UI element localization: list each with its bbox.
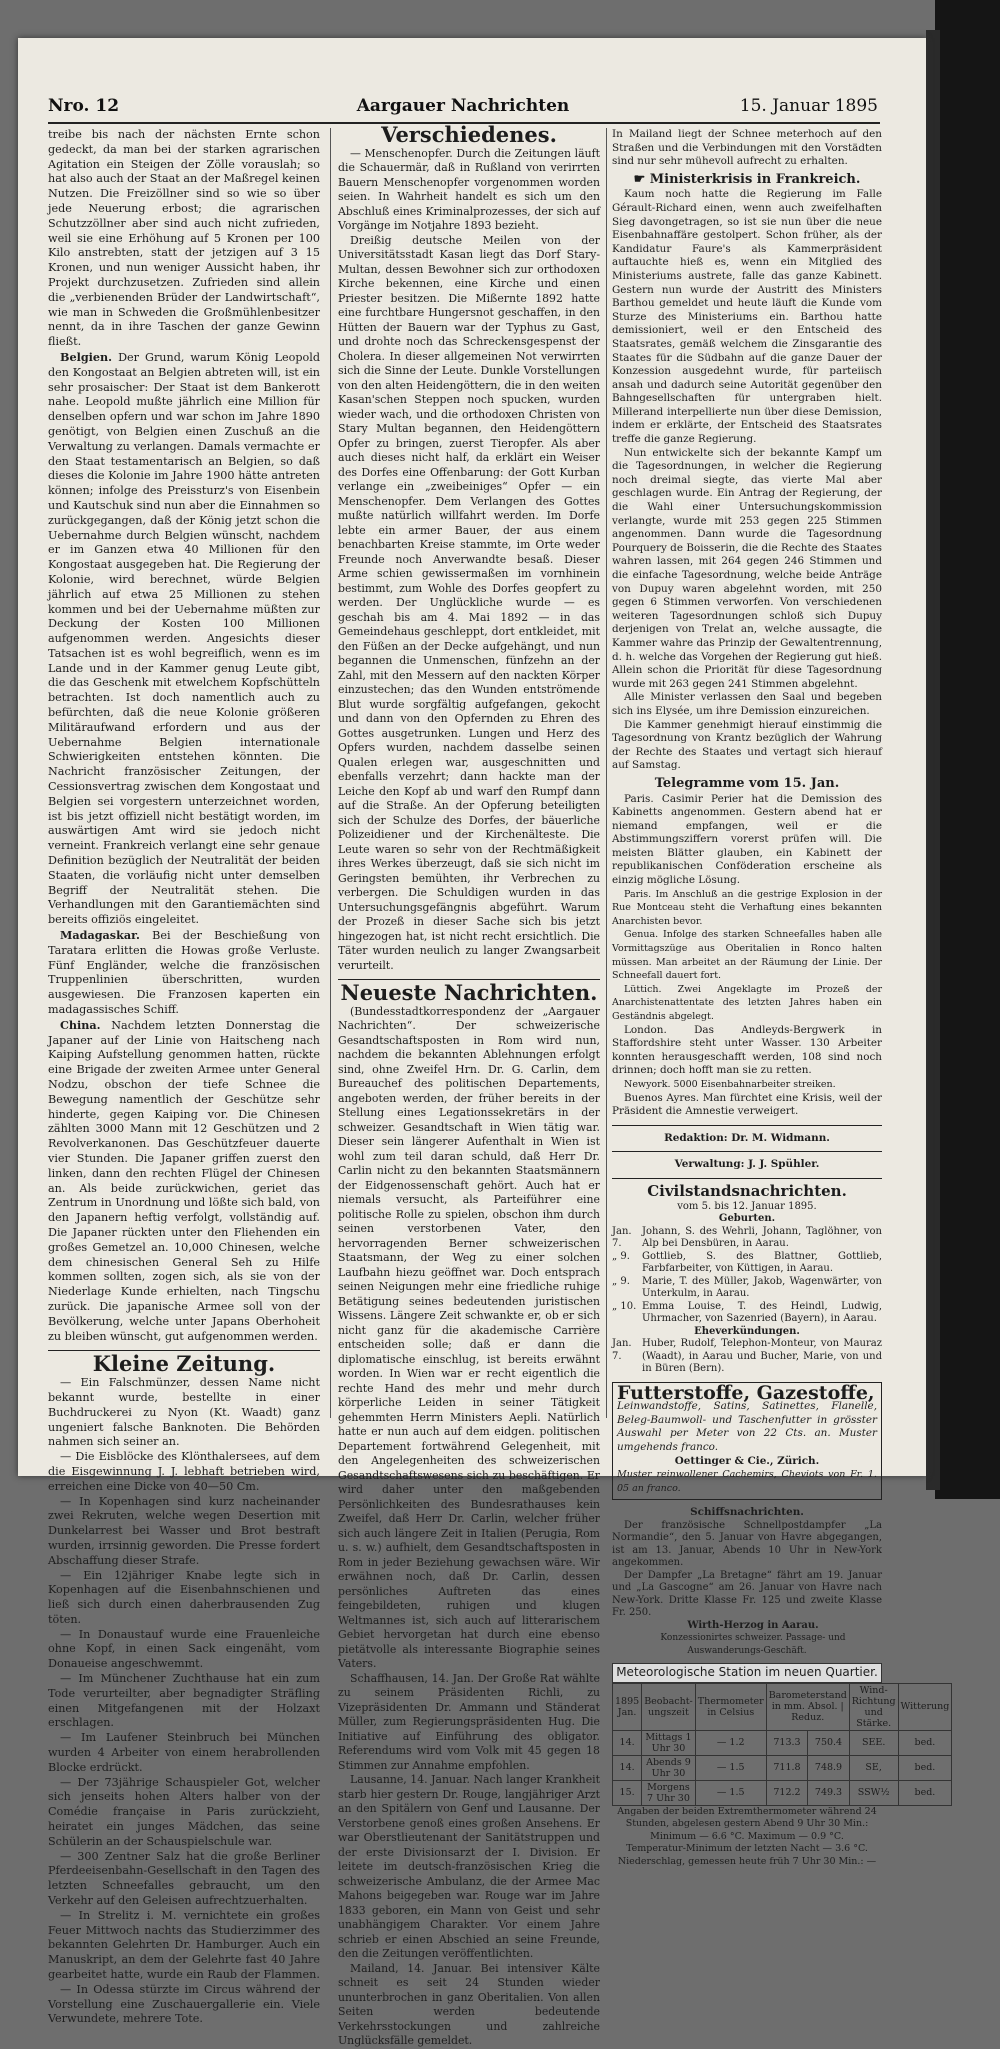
meteo-table <box>612 1683 952 1806</box>
meteo-note: Temperatur-Minimum der letzten Nacht — 3.6 °C. <box>626 1843 868 1855</box>
book-edge <box>935 0 1000 1499</box>
meteo-note: Minimum — 6.6 °C. Maximum — 0.9 °C. <box>650 1830 844 1842</box>
list-item <box>612 1226 882 1251</box>
list-item <box>612 1251 882 1276</box>
article-text: — Menschenopfer. Durch die Zeitungen läuft die Schauermär, daß in Rußland von verirrten Bauern Menschenopfer vorgenommen worden seien. In Wahrheit handelt es sich um den Abschluß eines Kriminalprozesses, der sich auf Vorgänge im Notjahre 1893 bezieht. <box>338 146 600 232</box>
advertisement <box>612 1382 882 1501</box>
divider <box>612 1151 882 1152</box>
article-text: Nun entwickelte sich der bekannte Kampf um die Tagesordnungen, in welcher die Regierung noch dreimal siegte, das vierte Mal aber geschlagen wurde. Ein Antrag der Regierung, der die Wahl einer Untersuchungskommission verlangte, wurde mit 253 gegen 225 Stimmen angenommen. Dann wurde die Tagesordnung Pourquery de Boisserin, die die Rechte des Staates wahren lassen, mit 264 gegen 246 Stimmen und die einfache Tagesordnung, welche beide Anträge von Dupuy waren abgelehnt worden, mit 250 gegen 6 Stimmen verworfen. Von verschiedenen weiteren Tagesordnungen schloß sich Dupuy derjenigen von Trelat an, welche aussagte, die Kammer wahre das Prinzip der Gewaltentrennung, d. h. welche das Vorgehen der Regierung gut hieß. Allein schon die Priorität für diese Tagesordnung wurde mit 263 gegen 241 Stimmen abgelehnt. <box>612 446 882 690</box>
section-title-kleine-zeitung: Kleine Zeitung. <box>92 1351 276 1377</box>
article-text: Kaum noch hatte die Regierung im Falle Gérault-Richard einen, wenn auch zweifelhaften Sieg davongetragen, so ist sie nun über die neue Eisenbahnaffäre gestolpert. Schon früher, als der Kandidatur Faure's als Kammerpräsident auftauchte hieß es, wenn ein Mitglied des Ministeriums austrete, falle das ganze Kabinett. Gestern nun wurde der Austritt des Ministers Barthou gemeldet und heute läuft die Kunde vom Sturze des Ministeriums ein. Barthou hatte demissioniert, weil er den Entscheid des Staatsrates, gemäß welchem die Zinsgarantie des Staates für die Südbahn auf die ganze Dauer der Konzession ausgedehnt wurde, für parteiisch ansah und dadurch seine Autorität gegenüber den Bahngesellschaften für untergraben hielt. Millerand interpellierte nun über diese Demission, indem er erklärte, der Entscheid des Staatsrates treffe die ganze Regierung. <box>612 188 882 446</box>
article-text: Lausanne, 14. Januar. Nach langer Krankheit starb hier gestern Dr. Rouge, langjähriger Arzt an den Spitälern von Genf und Lausanne. Der Verstorbene genoß eines großen Ansehens. Er war Oberstlieutenant der Sanitätstruppen und der erste Divisionsarzt der I. Division. Er leitete im deutsch-französischen Krieg die schweizerische Ambulanz, die der Armee Mac Mahons beigegeben war. Rouge war im Jahre 1833 geboren, ein Mann von Geist und sehr unabhängigem Charakter. Vor einem Jahre schrieb er einen Abschied an seine Freunde, den die Zeitungen veröffentlichten. <box>338 1773 600 1960</box>
article-text: Schaffhausen, 14. Jan. Der Große Rat wählte zu seinem Präsidenten Richli, zu Vizepräsidenten Dr. Ammann und Ständerat Müller, zum Regierungspräsidenten Hug. Die Initiative auf Einführung des obligator. Referendums wird vom Volk mit 45 gegen 18 Stimmen zur Annahme empfohlen. <box>338 1671 600 1772</box>
table-cell: 14. <box>613 1730 642 1755</box>
table-cell: — 1.2 <box>695 1730 766 1755</box>
entry-text: Emma Louise, T. des Heindl, Ludwig, Uhrmacher, von Sazenried (Bayern), in Aarau. <box>642 1300 882 1325</box>
section-title-verschiedenes: Verschiedenes. <box>381 122 557 147</box>
news-item: — Der 73jährige Schauspieler Got, welcher sich jenseits hohen Alters halber von der Comédie française in Paris zurückzieht, heiratet ein junges Mädchen, das seine Schülerin an der Schauspielschule war. <box>48 1775 320 1848</box>
issue-date: 15. Januar 1895 <box>739 96 878 116</box>
section-title-ministerkrisis <box>612 173 882 187</box>
telegram: Paris. Im Anschluß an die gestrige Explosion in der Rue Montceau steht die Verhaftung eines bekannten Anarchisten bevor. <box>612 888 882 927</box>
article-text: Bei der Beschießung von Taratara erlitten die Howas große Verluste. Fünf Engländer, welche die französischen Truppenlinien überschritten, wurden ausgewiesen. Die Franzosen kaperten ein madagassisches Schiff. <box>48 929 320 1017</box>
table-header: Wind-Richtung und Stärke. <box>849 1683 898 1730</box>
article-china <box>48 1018 320 1345</box>
table-cell: 711.8 <box>766 1755 808 1780</box>
news-item: — In Kopenhagen sind kurz nacheinander zwei Rekruten, welche wegen Desertion mit Dunkelarrest bei Wasser und Brot bestraft wurden, irrsinnig geworden. Die Presse fordert Abschaffung dieser Strafe. <box>48 1494 320 1567</box>
meteo-note: Angaben der beiden Extremthermometer während 24 Stunden, abgelesen gestern Abend 9 Uhr 30 Min.: <box>617 1805 877 1830</box>
news-item: — In Strelitz i. M. vernichtete ein großes Feuer Mittwoch nachts das Studierzimmer des bekannten Gelehrten Dr. Hamburger. Auch ein Manuskript, an dem der Gelehrte fast 40 Jahre gearbeitet hatte, wurde ein Raub der Flammen. <box>48 1908 320 1982</box>
table-cell: 713.3 <box>766 1730 808 1755</box>
table-cell: — 1.5 <box>695 1755 766 1780</box>
meteo-notes <box>612 1806 882 1869</box>
table-cell: 749.3 <box>808 1780 850 1805</box>
masthead <box>48 96 878 122</box>
editor-credit: Redaktion: Dr. M. Widmann. <box>664 1131 830 1144</box>
telegram: Genua. Infolge des starken Schneefalles haben alle Vormittagszüge aus Oberitalien in Ronco halten müssen. Man arbeitet an der Räumung der Linie. Der Schneefall dauert fort. <box>612 929 882 982</box>
table-cell: Mittags 1 Uhr 30 <box>642 1730 696 1755</box>
meteo-note: Niederschlag, gemessen heute früh 7 Uhr 30 Min.: — <box>617 1855 877 1867</box>
heading-text: Ministerkrisis in Frankreich. <box>649 171 861 187</box>
news-item: — Ein Falschmünzer, dessen Name nicht bekannt wurde, bestellte in einer Buchdruckerei zu Nyon (Kt. Waadt) ganz ungeniert falsche Banknoten. Die Behörden nahmen sich seiner an. <box>48 1376 320 1449</box>
article-text: (Bundesstadtkorrespondenz der „Aargauer Nachrichten“. Der schweizerische Gesandtschaftsposten in Rom wird nun, nachdem die bekannten Ablehnungen erfolgt sind, ohne Zweifel Hrn. Dr. G. Carlin, dem Bureauchef des politischen Departements, angeboten werden, der früher bereits in der Stellung eines Legationssekretärs in der schweizer. Gesandtschaft in Wien tätig war. Dieser sein längerer Aufenthalt in Wien ist wohl zum teil daran schuld, daß Herr Dr. Carlin nicht zu den bekannten Staatsmännern der Eidgenossenschaft gehört. Auch hat er niemals versucht, als Parteiführer eine politische Rolle zu spielen, obschon ihm durch seinen verstorbenen Vater, den hervorragenden Berner schweizerischen Staatsmann, der Weg zu einer solchen Laufbahn hiezu geöffnet war. Doch entsprach seinen Neigungen mehr eine friedliche ruhige Betätigung seines bedeutenden juristischen Wissens. Längere Zeit schwankte er, ob er sich nicht ganz für die akademische Carrière entscheiden solle; daß er dann die diplomatische einschlug, ist bereits erwähnt worden. In Wien war er recht eigentlich die rechte Hand des mehr und mehr durch körperliche Leiden in seiner Tätigkeit gehemmten Herrn Ministers Aepli. Natürlich hatte er nun auch auf dem eidgen. politischen Departement fortwährend Gelegenheit, mit den Angelegenheiten des schweizerischen Gesandtschaftswesens sich zu beschäftigen. Er wird daher unter den maßgebenden Persönlichkeiten des Bundesrathauses kein Zweifel, daß Herr Dr. Carlin, welcher früher sich auch längere Zeit in Italien (Perugia, Rom u. s. w.) aufhielt, dem Gesandtschaftsposten in Rom in jeder Beziehung gewachsen wäre. Wir erwähnen noch, daß Dr. Carlin, dessen persönliches Auftreten das eines feingebildeten, ruhigen und klugen Weltmannes ist, sich auch auf litterarischem Gebiet hervorgetan hat durch eine ebenso pietätvolle als interessante Biographie seines Vaters. <box>338 1004 600 1670</box>
article-madagaskar <box>48 928 320 1018</box>
section-heading: Madagaskar. <box>60 928 140 943</box>
table-cell: SE, <box>849 1755 898 1780</box>
table-header-row <box>613 1683 952 1730</box>
news-item: — Ein 12jähriger Knabe legte sich in Kopenhagen auf die Eisenbahnschienen und ließ sich durch einen daherbrausenden Zug töten. <box>48 1568 320 1626</box>
shipping-item: Der Dampfer „La Bretagne“ fährt am 19. Januar und „La Gascogne“ am 26. Januar von Havre nach New-York. Dritte Klasse Fr. 125 und zweite Klasse Fr. 250. <box>612 1569 882 1619</box>
section-heading: China. <box>60 1017 101 1032</box>
column-3 <box>612 128 950 1868</box>
meteo-heading: Meteorologische Station im neuen Quartier. <box>612 1663 882 1683</box>
article-text: Nachdem letzten Donnerstag die Japaner auf der Linie von Haitscheng nach Kaiping Aufstellung genommen hatten, rückte eine Brigade der zweiten Armee unter General Nodzu, obschon der tiefe Schnee die Bewegung namentlich der Geschütze sehr hinderte, gegen Kaiping vor. Die Chinesen zählten 3000 Mann mit 12 Geschützen und 2 Revolverkanonen. Das Geschützfeuer dauerte vier Stunden. Die Japaner griffen zuerst den linken, dann den rechten Flügel der Chinesen an. Als beide zurückwichen, geriet das Zentrum in Unordnung und lößte sich bald, von den Japanern heftig verfolgt, vollständig auf. Die Japaner rückten unter den Fliehenden ein großes Gemetzel an. 10,000 Chinesen, welche dem chinesischen General Seh zu Hilfe kommen sollten, zogen sich, als sie von der Niederlage Kunde erhielten, nach Tingschu zurück. Die japanische Armee soll von der Bevölkerung, welche unter Japans Oberhoheit zu bleiben wünscht, gut aufgenommen werden. <box>48 1018 320 1343</box>
table-cell: Morgens 7 Uhr 30 <box>642 1780 696 1805</box>
table-cell: 750.4 <box>808 1730 850 1755</box>
news-item: — 300 Zentner Salz hat die große Berliner Pferdeeisenbahn-Gesellschaft in den Tagen des letzten Schneefalles gebraucht, um den Verkehr auf den Geleisen aufrechtzuerhalten. <box>48 1849 320 1908</box>
page-gutter <box>926 30 940 1490</box>
news-item: — Im Münchener Zuchthause hat ein zum Tode verurteilter, aber begnadigter Sträfling einen Mitgefangenen mit der Holzaxt erschlagen. <box>48 1672 320 1730</box>
pointing-hand-icon: ☛ <box>633 171 650 187</box>
table-cell: bed. <box>898 1730 952 1755</box>
table-row <box>613 1730 952 1755</box>
entry-text: Gottlieb, S. des Blattner, Gottlieb, Farbfarbeiter, von Küttigen, in Aarau. <box>642 1250 882 1275</box>
divider <box>612 1178 882 1179</box>
article-belgien <box>48 350 320 928</box>
telegram: Newyork. 5000 Eisenbahnarbeiter streiken. <box>624 1078 836 1090</box>
table-header: 1895 Jan. <box>613 1683 642 1730</box>
shipping-item: Der französische Schnellpostdampfer „La Normandie“, den 5. Januar von Havre abgegangen, ist am 13. Januar, Abends 10 Uhr in New-York angekommen. <box>612 1519 882 1569</box>
shipping-agent-note: Konzessionirtes schweizer. Passage- und Auswanderungs-Geschäft. <box>660 1633 846 1656</box>
news-item: — Im Laufener Steinbruch bei München wurden 4 Arbeiter von einem herabrollenden Blocke erdrückt. <box>48 1731 320 1774</box>
news-item: — Die Eisblöcke des Klönthalersees, auf dem die Eisgewinnung J. J. lebhaft betrieben wird, erreichen eine Dicke von 40—50 Cm. <box>48 1450 320 1493</box>
table-header: Beobacht-ungszeit <box>642 1683 696 1730</box>
telegram: Lüttich. Zwei Angeklagte im Prozeß der Anarchistenattentate des letzten Jahres haben ein Geständnis abgelegt. <box>612 983 882 1022</box>
news-item: — In Donaustauf wurde eine Frauenleiche ohne Kopf, in einen Sack eingenäht, vom Donaueise angeschwemmt. <box>48 1627 320 1671</box>
article-text: Alle Minister verlassen den Saal und begeben sich ins Elysée, um ihre Demission einzureichen. <box>612 691 882 717</box>
column-2 <box>338 122 600 2049</box>
entry-date: „ 10. <box>612 1300 637 1312</box>
column-1 <box>48 128 320 2027</box>
article-text: In Mailand liegt der Schnee meterhoch auf den Straßen und die Verbindungen mit den Vorstädten sind nur sehr mühevoll aufrecht zu erhalten. <box>612 128 882 168</box>
entry-text: Johann, S. des Wehrli, Johann, Taglöhner, von Alp bei Densbüren, in Aarau. <box>642 1225 882 1250</box>
issue-number: Nro. 12 <box>48 96 120 116</box>
table-cell: 712.2 <box>766 1780 808 1805</box>
table-row <box>613 1755 952 1780</box>
ad-note: Muster reinwollener Cachemirs, Cheviots von Fr. 1. 05 an franco. <box>617 1469 877 1494</box>
list-item <box>612 1276 882 1301</box>
table-cell: — 1.5 <box>695 1780 766 1805</box>
telegram: London. Das Andleyds-Bergwerk in Staffordshire steht unter Wasser. 130 Arbeiter konnten herausgeschafft werden, 108 sind noch drinnen; doch hofft man sie zu retten. <box>612 1023 882 1077</box>
table-cell: SSW½ <box>849 1780 898 1805</box>
article-text: Dreißig deutsche Meilen von der Universitätsstadt Kasan liegt das Dorf Stary-Multan, dessen Bewohner sich zur orthodoxen Kirche bekennen, eine Kirche und einen Priester besitzen. Die Mißernte 1892 hatte eine furchtbare Hungersnot geschaffen, in den Hütten der Bauern war der Typhus zu Gast, und drohte noch das Schreckensgespenst der Cholera. In dieser allgemeinen Not verwirrten sich die Sinne der Leute. Dunkle Vorstellungen von den alten Heidengöttern, die in den weiten Kasan'schen Steppen noch spucken, wurden wieder wach, und die orthodoxen Christen von Stary Multan begannen, den Heidengöttern Opfer zu bringen, zuerst Tieropfer. Als aber auch dieses nicht half, da erklärt ein Weiser des Dorfes eine Offenbarung: der Gott Kurban verlange ein „zweibeiniges“ Opfer — ein Menschenopfer. Dem Verlangen des Gottes mußte natürlich willfahrt werden. Im Dorfe lebte ein armer Bauer, der aus einem benachbarten Kreise stammte, im Orte weder Freunde noch Anverwandte besaß. Dieser Arme schien gewissermaßen im vornhinein bestimmt, zum Wohle des Dorfes geopfert zu werden. Der Unglückliche wurde — es geschah bis am 4. Mai 1892 — in das Gemeindehaus geschleppt, dort entkleidet, mit den Füßen an der Decke aufgehängt, und nun begannen die Unmenschen, fünfzehn an der Zahl, mit den Messern auf den nackten Körper einzustechen; das den Wunden entströmende Blut wurde sorgfältig aufgefangen, gekocht und dann von den Opfernden zu Ehren des Gottes ausgetrunken. Lungen und Herz des Opfers wurden, nachdem dasselbe seinen Qualen erlegen war, ausgeschnitten und ebenfalls verzehrt; dann hackte man der Leiche den Kopf ab und warf den Rumpf dann auf die Straße. An der Opferung beteiligten sich der Schulze des Dorfes, der bäuerliche Polizeidiener und der Kirchenälteste. Die Leute waren so sehr von der Rechtmäßigkeit ihres Werkes überzeugt, daß sie sich nicht im Geringsten bemühten, ihr Verbrechen zu verbergen. Die Schuldigen wurden in das Untersuchungsgefängnis abgeführt. Warum der Prozeß in dieser Sache sich bis jetzt hingezogen hat, ist nicht recht ersichtlich. Die Täter wurden neulich zu langer Zwangsarbeit verurteilt. <box>338 233 600 972</box>
administration-credit: Verwaltung: J. J. Spühler. <box>674 1158 820 1171</box>
entry-text: Huber, Rudolf, Telephon-Monteur, von Mauraz (Waadt), in Aarau und Bucher, Marie, von und in Büren (Bern). <box>642 1338 882 1375</box>
article-text: Der Grund, warum König Leopold den Kongostaat an Belgien abtreten will, ist ein sehr prosaischer: Der Staat ist dem Bankerott nahe. Leopold mußte jährlich eine Million für denselben opfern und war schon im Jahre 1890 genötigt, von Belgien einen Zuschuß an die Verwaltung zu verlangen. Damals vermachte er den Staat testamentarisch an Belgien, so daß dieses die Kolonie im Jahre 1900 hätte antreten können; infolge des Preissturz's von Eisenbein und Kautschuk sind nun aber die Einnahmen so zurückgegangen, daß der König jetzt schon die Uebernahme durch Belgien wünscht, nachdem er im Ganzen etwa 40 Millionen für den Kongostaat ausgegeben hat. Die Regierung der Kolonie, wird berechnet, würde Belgien jährlich auf etwa 25 Millionen zu stehen kommen und bei der Uebernahme müßten zur Deckung der Kosten 100 Millionen aufgenommen werden. Angesichts dieser Tatsachen ist es wohl begreiflich, wenn es im Lande und in der Kammer genug Leute gibt, die das Geschenk mit etwelchem Kopfschütteln betrachten. Ist doch namentlich auch zu befürchten, daß die neue Kolonie größeren Militäraufwand erfordern und aus der Uebernahme Belgien internationale Schwierigkeiten entstehen könnten. Die Nachricht französischer Zeitungen, der Cessionsvertrag zwischen dem Kongostaat und Belgien sei vorgestern unterzeichnet worden, ist bis jetzt offiziell nicht bestätigt worden, im auswärtigen Amt wird sie jedoch nicht verneint. Frankreich verlangt eine sehr genaue Definition bezüglich der Neutralität der beiden Staaten, die vorläufig nicht unter demselben Begriff der Neutralität stehen. Die Verhandlungen mit den Garantiemächten sind bereits offiziös eingeleitet. <box>48 350 320 927</box>
entry-date: Jan. 7. <box>612 1225 632 1250</box>
ad-text: Leinwandstoffe, Satins, Satinettes, Flanelle, Beleg-Baumwoll- und Taschenfutter in grösster Auswahl per Meter von 22 Cts. an. Muster umgehends franco. <box>617 1400 877 1453</box>
ad-firm: Oettinger & Cie., Zürich. <box>674 1454 820 1467</box>
ad-title: Futterstoffe, Gazestoffe, <box>617 1381 875 1404</box>
table-cell: bed. <box>898 1755 952 1780</box>
table-row <box>613 1780 952 1805</box>
table-cell: 14. <box>613 1755 642 1780</box>
entry-date: „ 9. <box>612 1275 630 1287</box>
marriages-list <box>612 1338 882 1376</box>
telegram: Buenos Ayres. Man fürchtet eine Krisis, weil der Präsident die Amnestie verweigert. <box>612 1091 882 1118</box>
births-list <box>612 1226 882 1326</box>
news-item: — In Odessa stürzte im Circus während der Vorstellung eine Zuschauergallerie ein. Viele Verwundete, mehrere Tote. <box>48 1982 320 2026</box>
shipping-news <box>612 1520 882 1658</box>
article-text: treibe bis nach der nächsten Ernte schon gedeckt, da man bei der starken agrarischen Agitation ein Steigen der Zölle vorauslah; so hat also auch der Staat an der Maßregel keinen Nutzen. Die Freizöllner sind so wie so über jede Neuerung erbost; die agrarischen Schutzzöllner aber sind auch nicht zufrieden, weil sie eine Erhöhung auf 5 Kronen per 100 Kilo anstrebten, statt der jetzigen auf 3 15 Kronen, und nun weniger Aussicht haben, ihr Projekt durchzusetzen. Zufrieden sind allein die „verbienenden Brüder der Landwirtschaft“, wie man in Schweden die Großmühlenbesitzer nennt, da in ihre Taschen der ganze Gewinn fließt. <box>48 128 320 349</box>
column-divider <box>606 128 607 1418</box>
article-text: Mailand, 14. Januar. Bei intensiver Kälte schneit es seit 24 Stunden wieder ununterbrochen in ganz Oberitalien. Von allen Seiten werden bedeutende Verkehrsstockungen und zahlreiche Unglücksfälle gemeldet. <box>338 1961 600 2047</box>
section-title-telegramme: Telegramme vom 15. Jan. <box>654 775 840 791</box>
table-header: Witterung <box>898 1683 952 1730</box>
list-item <box>612 1338 882 1376</box>
marriages-heading: Eheverkündungen. <box>694 1325 800 1337</box>
table-header: Barometerstand in mm. Absol. | Reduz. <box>766 1683 849 1730</box>
shipping-agent: Wirth-Herzog in Aarau. <box>687 1619 819 1631</box>
newspaper-title: Aargauer Nachrichten <box>356 96 570 116</box>
section-title-civilstand: Civilstandsnachrichten. <box>647 1181 847 1200</box>
table-cell: Abends 9 Uhr 30 <box>642 1755 696 1780</box>
births-heading: Geburten. <box>718 1213 776 1225</box>
divider <box>612 1125 882 1126</box>
table-header: Thermometer in Celsius <box>695 1683 766 1730</box>
article-text: Die Kammer genehmigt hierauf einstimmig die Tagesordnung von Krantz bezüglich der Wahrung der Rechte des Staates und vertagt sich hierauf auf Samstag. <box>612 718 882 772</box>
table-cell: 15. <box>613 1780 642 1805</box>
entry-text: Marie, T. des Müller, Jakob, Wagenwärter, von Unterkulm, in Aarau. <box>642 1275 882 1300</box>
section-heading: Belgien. <box>60 349 113 364</box>
civilstand-period: vom 5. bis 12. Januar 1895. <box>677 1200 817 1212</box>
shipping-heading: Schiffsnachrichten. <box>690 1506 804 1519</box>
entry-date: Jan. 7. <box>612 1338 632 1362</box>
column-divider <box>330 128 331 1418</box>
table-cell: SEE. <box>849 1730 898 1755</box>
entry-date: „ 9. <box>612 1250 630 1262</box>
section-title-neueste-nachrichten: Neueste Nachrichten. <box>340 980 598 1005</box>
table-cell: 748.9 <box>808 1755 850 1780</box>
table-cell: bed. <box>898 1780 952 1805</box>
telegram: Paris. Casimir Perier hat die Demission des Kabinetts angenommen. Gestern abend hat er niemand empfangen, weil er die Abstimmungsziffern vorerst prüfen will. Die meisten Blätter glauben, ein Kabinett der republikanischen Conföderation erscheine als einzig mögliche Lösung. <box>612 792 882 887</box>
list-item <box>612 1301 882 1326</box>
